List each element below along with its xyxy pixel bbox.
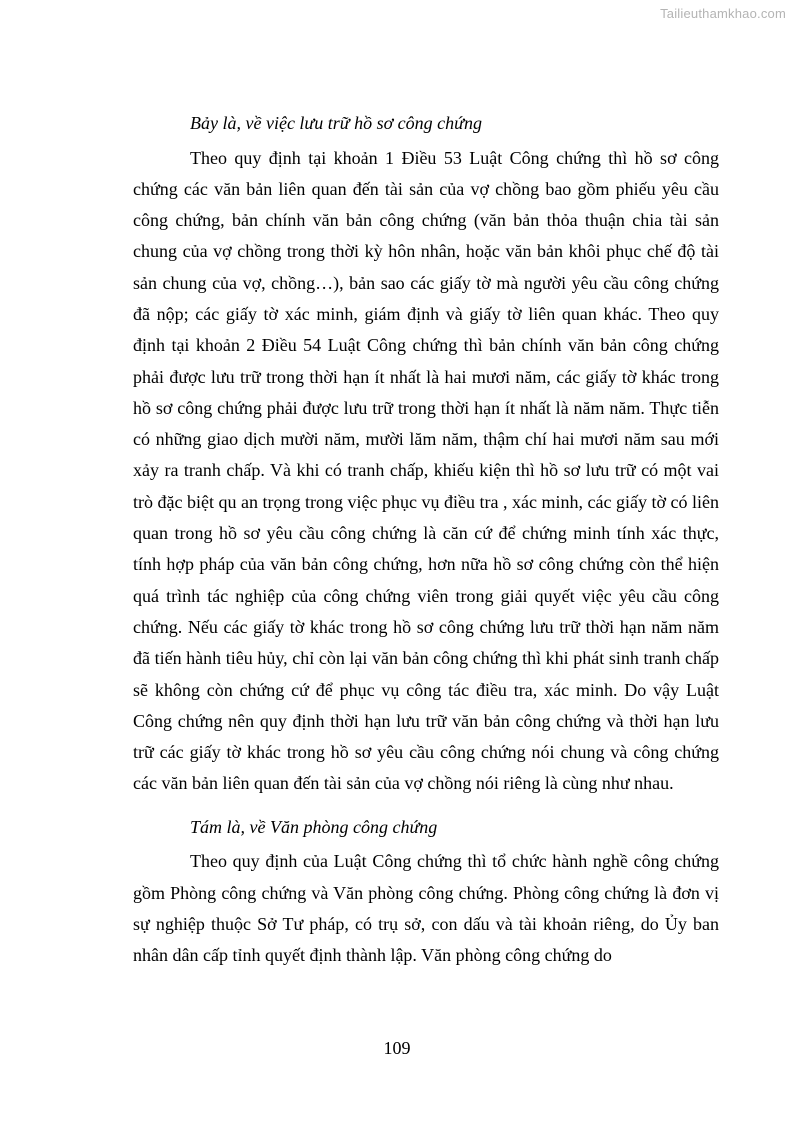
watermark-text: Tailieuthamkhao.com	[660, 6, 786, 21]
page-number: 109	[383, 1038, 411, 1058]
document-body	[133, 105, 719, 980]
section-eighth	[133, 809, 719, 972]
section-paragraph: Theo quy định tại khoản 1 Điều 53 Luật Công chứng thì hồ sơ công chứng các văn bản liên quan đến tài sản của vợ chồng bao gồm phiếu yêu cầu công chứng, bản chính văn bản công chứng (văn bản thỏa thuận chia tài sản chung của vợ chồng trong thời kỳ hôn nhân, hoặc văn bản khôi phục chế độ tài sản chung của vợ, chồng…), bản sao các giấy tờ mà người yêu cầu công chứng đã nộp; các giấy tờ xác minh, giám định và giấy tờ liên quan khác. Theo quy định tại khoản 2 Điều 54 Luật Công chứng thì bản chính văn bản công chứng phải được lưu trữ trong thời hạn ít nhất là hai mươi năm, các giấy tờ khác trong hồ sơ công chứng phải được lưu trữ trong thời hạn ít nhất là năm năm. Thực tiễn có những giao dịch mười năm, mười lăm năm, thậm chí hai mươi năm sau mới xảy ra tranh chấp. Và khi có tranh chấp, khiếu kiện thì hồ sơ lưu trữ có một vai trò đặc biệt qu an trọng trong việc phục vụ điều tra , xác minh, các giấy tờ có liên quan trong hồ sơ yêu cầu công chứng là căn cứ để chứng minh tính xác thực, tính hợp pháp của văn bản công chứng, hơn nữa hồ sơ công chứng còn thể hiện quá trình tác nghiệp của công chứng viên trong giải quyết việc yêu cầu công chứng. Nếu các giấy tờ khác trong hồ sơ công chứng lưu trữ thời hạn năm năm đã tiến hành tiêu hủy, chỉ còn lại văn bản công chứng thì khi phát sinh tranh chấp sẽ không còn chứng cứ để phục vụ công tác điều tra, xác minh. Do vậy Luật Công chứng nên quy định thời hạn lưu trữ văn bản công chứng và thời hạn lưu trữ các giấy tờ khác trong hồ sơ yêu cầu công chứng nói chung và công chứng các văn bản liên quan đến tài sản của vợ chồng nói riêng là cùng như nhau.	[133, 147, 719, 794]
section-heading: Bảy là, về việc lưu trữ hồ sơ công chứng	[190, 113, 482, 133]
section-seventh	[133, 105, 719, 800]
section-heading: Tám là, về Văn phòng công chứng	[190, 816, 438, 837]
section-paragraph: Theo quy định của Luật Công chứng thì tổ chức hành nghề công chứng gồm Phòng công chứng và Văn phòng công chứng. Phòng công chứng là đơn vị sự nghiệp thuộc Sở Tư pháp, có trụ sở, con dấu và tài khoản riêng, do Ủy ban nhân dân cấp tỉnh quyết định thành lập. Văn phòng công chứng do	[133, 851, 719, 966]
